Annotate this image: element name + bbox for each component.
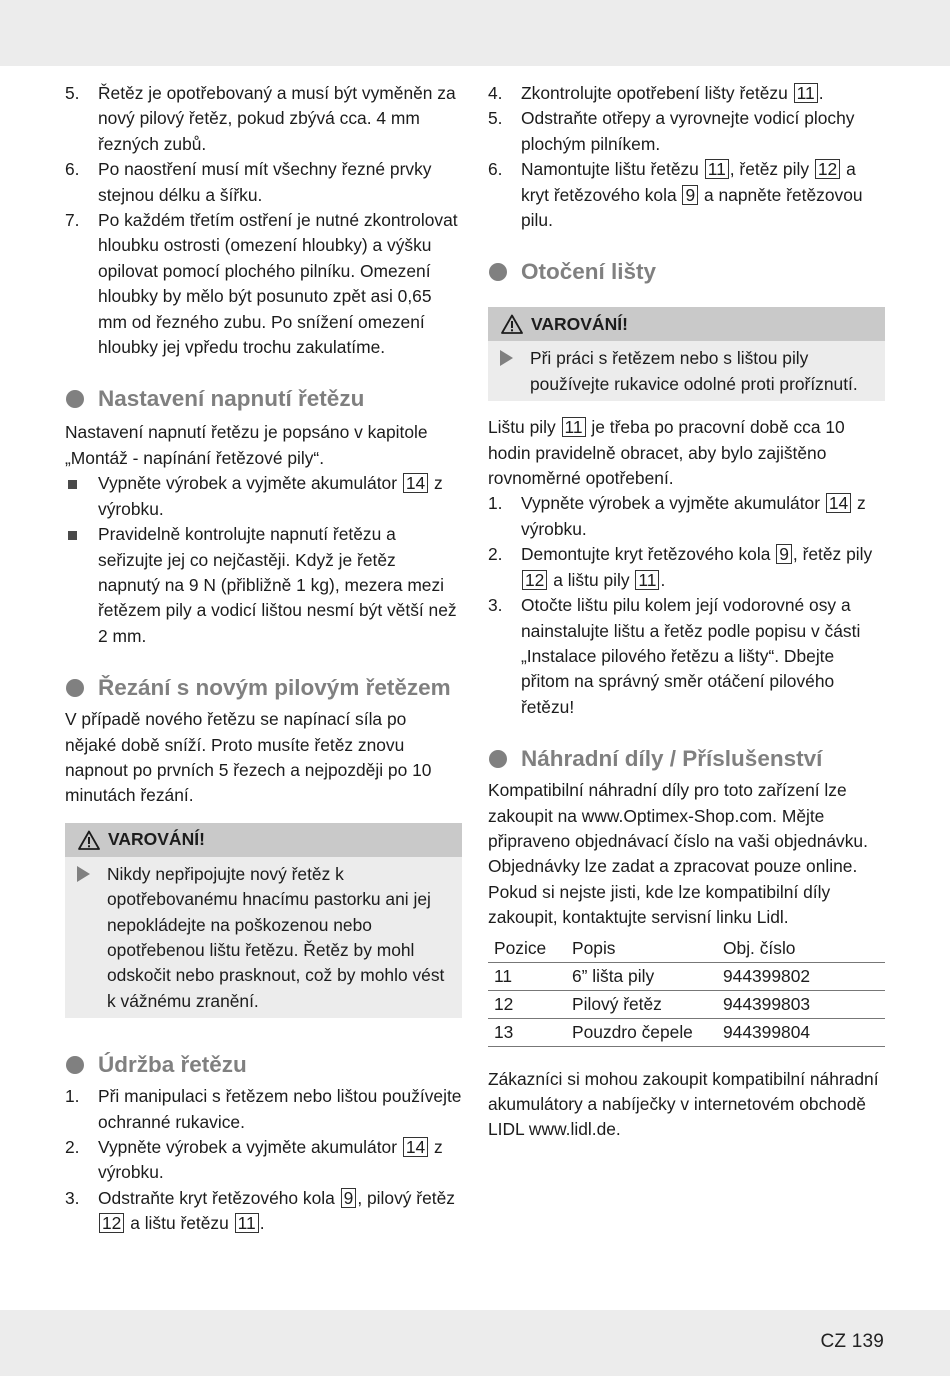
section-heading-maintenance: Údržba řetězu — [65, 1050, 462, 1080]
play-arrow-icon — [77, 866, 90, 882]
list-item: 7. Po každém třetím ostření je nutné zkontrolovat hloubku ostrosti (omezení hloubky) a výšku opilovat pomocí plochého pilníku. Omezení hloubky by mělo být posunuto zpět asi 0,65 mm od řezného zubu. Po snížení omezení hloubky jej vpředu trochu zakulatíme. — [65, 210, 458, 358]
warning-header: VAROVÁNÍ! — [488, 307, 885, 341]
list-item: 1. Vypněte výrobek a vyjměte akumulátor 14 z výrobku. — [488, 493, 866, 539]
part-reference: 12 — [815, 159, 840, 179]
list-item: 4. Zkontrolujte opotřebení lišty řetězu 11 . — [488, 83, 824, 103]
list-item: 5. Odstraňte otřepy a vyrovnejte vodicí plochy plochým pilníkem. — [488, 108, 855, 154]
spare-parts-paragraph: Kompatibilní náhradní díly pro toto zařízení lze zakoupit na www.Optimex-Shop.com. Mějte připraveno objednávací číslo na vaši objednávku. Objednávky lze zadat a zpracovat pouze online. Pokud si nejste jisti, kde lze kompatibilní díly zakoupit, kontaktujte servisní linku Lidl. — [488, 780, 868, 928]
list-item: 2. Demontujte kryt řetězového kola 9 , řetěz pily 12 a lištu pily 11 . — [488, 544, 873, 590]
part-reference: 11 — [705, 159, 729, 179]
square-bullet-icon — [68, 480, 77, 489]
section-heading-new-chain: Řezání s novým pilovým řetězem — [65, 673, 462, 703]
list-item: 5. Řetěz je opotřebovaný a musí být vyměněn za nový pilový řetěz, pokud zbývá cca. 4 mm řezných zubů. — [65, 83, 456, 154]
maintenance-steps — [65, 1084, 462, 1236]
section-heading-flip-bar: Otočení lišty — [488, 257, 885, 287]
column-header: Obj. číslo — [723, 937, 796, 958]
part-reference: 14 — [403, 473, 428, 493]
part-reference: 11 — [635, 570, 659, 590]
table-header-row — [488, 935, 885, 963]
bullet-dot-icon — [66, 390, 84, 408]
list-item: 1. Při manipulaci s řetězem nebo lištou používejte ochranné rukavice. — [65, 1086, 462, 1132]
footer-band — [0, 1310, 950, 1376]
warning-box — [65, 823, 462, 1018]
play-arrow-icon — [500, 350, 513, 366]
list-item: 3. Odstraňte kryt řetězového kola 9 , pilový řetěz 12 a lištu řetězu 11 . — [65, 1187, 455, 1234]
bullet-dot-icon — [489, 263, 507, 281]
warning-body: Nikdy nepřipojujte nový řetěz k opotřebovanému hnacímu pastorku ani jej nepokládejte na poškozenou nebo opotřebenou lištu řetězu. Řetěz by mohl odskočit nebo prasknout, což by mohlo vést k vážnému zranění. — [65, 857, 462, 1018]
square-bullet-icon — [68, 531, 77, 540]
warning-header: VAROVÁNÍ! — [65, 823, 462, 857]
spare-parts-table — [488, 935, 885, 1047]
bullet-dot-icon — [66, 1056, 84, 1074]
column-header: Popis — [572, 937, 616, 958]
warning-body: Při práci s řetězem nebo s lištou pily používejte rukavice odolné proti proříznutí. — [488, 341, 885, 401]
list-item: 3. Otočte lištu pilu kolem její vodorovné osy a nainstalujte lištu a řetěz podle popisu v části „Instalace pilového řetězu a lišty“. Dbejte přitom na správný směr otáčení pilového řetězu! — [488, 595, 861, 717]
part-reference: 9 — [776, 544, 792, 564]
part-reference: 11 — [235, 1213, 259, 1233]
accessories-paragraph: Zákazníci si mohou zakoupit kompatibilní náhradní akumulátory a nabíječky v internetovém obchodě LIDL www.lidl.de. — [488, 1068, 879, 1140]
list-item: 6. Namontujte lištu řetězu 11 , řetěz pily 12 a kryt řetězového kola 9 a napněte řetězovou pilu. — [488, 159, 863, 231]
page-number: CZ 139 — [820, 1331, 884, 1352]
tension-list — [65, 471, 462, 649]
flip-steps — [488, 491, 885, 720]
maintenance-steps-continued — [488, 81, 885, 233]
table-row: 12 Pilový řetěz 944399803 — [488, 990, 885, 1018]
part-reference: 12 — [522, 570, 547, 590]
tension-paragraph: Nastavení napnutí řetězu je popsáno v kapitole „Montáž - napínání řetězové pily“. — [65, 422, 428, 468]
new-chain-paragraph: V případě nového řetězu se napínací síla po nějaké době sníží. Proto musíte řetěz znovu napnout po prvních 5 řezech a nejpozději po 10 minutách řezání. — [65, 709, 432, 806]
part-reference: 9 — [682, 185, 698, 205]
flip-paragraph: Lištu pily 11 je třeba po pracovní době cca 10 hodin pravidelně obracet, aby bylo zajištěno rovnoměrné opotřebení. — [488, 417, 845, 489]
list-item: 6. Po naostření musí mít všechny řezné prvky stejnou délku a šířku. — [65, 159, 432, 205]
section-heading-spare-parts: Náhradní díly / Příslušenství — [488, 744, 885, 774]
part-reference: 14 — [826, 493, 851, 513]
column-header: Pozice — [494, 937, 547, 958]
part-reference: 11 — [794, 83, 818, 103]
table-row: 11 6” lišta pily 944399802 — [488, 962, 885, 990]
section-heading-tension: Nastavení napnutí řetězu — [65, 384, 462, 414]
part-reference: 11 — [562, 417, 586, 437]
table-row: 13 Pouzdro čepele 944399804 — [488, 1018, 885, 1046]
part-reference: 9 — [341, 1188, 357, 1208]
bullet-dot-icon — [66, 679, 84, 697]
list-item: 2. Vypněte výrobek a vyjměte akumulátor 14 z výrobku. — [65, 1137, 443, 1183]
part-reference: 12 — [99, 1213, 124, 1233]
list-item: Pravidelně kontrolujte napnutí řetězu a seřizujte jej co nejčastěji. Když je řetěz napnutý na 9 N (přibližně 1 kg), mezera mezi řetězem pily a vodicí lištou nesmí být větší než 2 mm. — [65, 522, 462, 649]
list-item: Vypněte výrobek a vyjměte akumulátor 14 z výrobku. — [65, 471, 462, 522]
left-column — [65, 81, 462, 1237]
header-band — [0, 0, 950, 66]
warning-triangle-icon — [501, 314, 523, 334]
bullet-dot-icon — [489, 750, 507, 768]
sharpening-steps — [65, 81, 462, 360]
part-reference: 14 — [403, 1137, 428, 1157]
warning-triangle-icon — [78, 830, 100, 850]
warning-box — [488, 307, 885, 401]
right-column — [488, 81, 885, 1143]
